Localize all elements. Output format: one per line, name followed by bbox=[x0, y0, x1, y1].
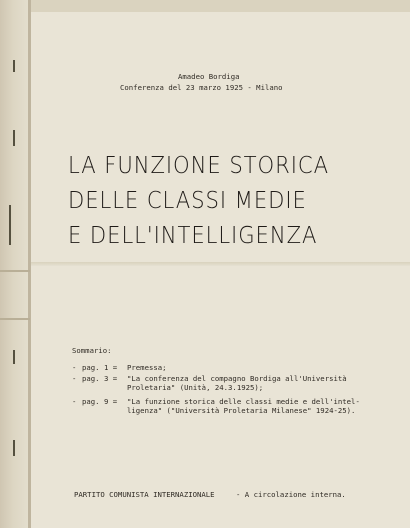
binding-tear bbox=[0, 318, 30, 320]
binding-strip bbox=[0, 0, 30, 528]
conference-date-line: Conferenza del 23 marzo 1925 - Milano bbox=[120, 83, 283, 92]
summary-page-ref: pag. 3 = bbox=[82, 374, 118, 383]
summary-text: "La funzione storica delle classi medie e dell'intel- bbox=[127, 397, 360, 406]
title-line-2: DELLE CLASSI MEDIE bbox=[68, 188, 307, 214]
staple-mark bbox=[13, 440, 15, 456]
binding-edge bbox=[28, 0, 31, 528]
staple-mark bbox=[13, 60, 15, 72]
summary-dash: - bbox=[72, 397, 77, 406]
summary-text-continued: ligenza" ("Università Proletaria Milanese" 1924-25). bbox=[127, 406, 356, 415]
summary-text: "La conferenza del compagno Bordiga all'Università bbox=[127, 374, 347, 383]
staple-mark bbox=[13, 350, 15, 364]
page-top-shadow bbox=[30, 0, 410, 12]
footer-note: - A circolazione interna. bbox=[236, 490, 346, 499]
staple-mark bbox=[13, 130, 15, 146]
title-line-1: LA FUNZIONE STORICA bbox=[68, 153, 329, 179]
author-name: Amadeo Bordiga bbox=[178, 72, 240, 81]
summary-text: Premessa; bbox=[127, 363, 167, 372]
footer-party: PARTITO COMUNISTA INTERNAZIONALE bbox=[74, 490, 215, 499]
summary-heading: Sommario: bbox=[72, 346, 112, 355]
summary-dash: - bbox=[72, 363, 77, 372]
summary-item bbox=[72, 363, 167, 372]
summary-page-ref: pag. 1 = bbox=[82, 363, 118, 372]
summary-dash: - bbox=[72, 374, 77, 383]
title-line-3: E DELL'INTELLIGENZA bbox=[68, 223, 318, 249]
paper-fold bbox=[30, 262, 410, 266]
summary-text-continued: Proletaria" (Unità, 24.3.1925); bbox=[127, 383, 264, 392]
summary-item bbox=[72, 397, 360, 415]
summary-item bbox=[72, 374, 347, 392]
binding-tear bbox=[0, 270, 30, 272]
summary-page-ref: pag. 9 = bbox=[82, 397, 118, 406]
staple-mark bbox=[9, 205, 11, 245]
